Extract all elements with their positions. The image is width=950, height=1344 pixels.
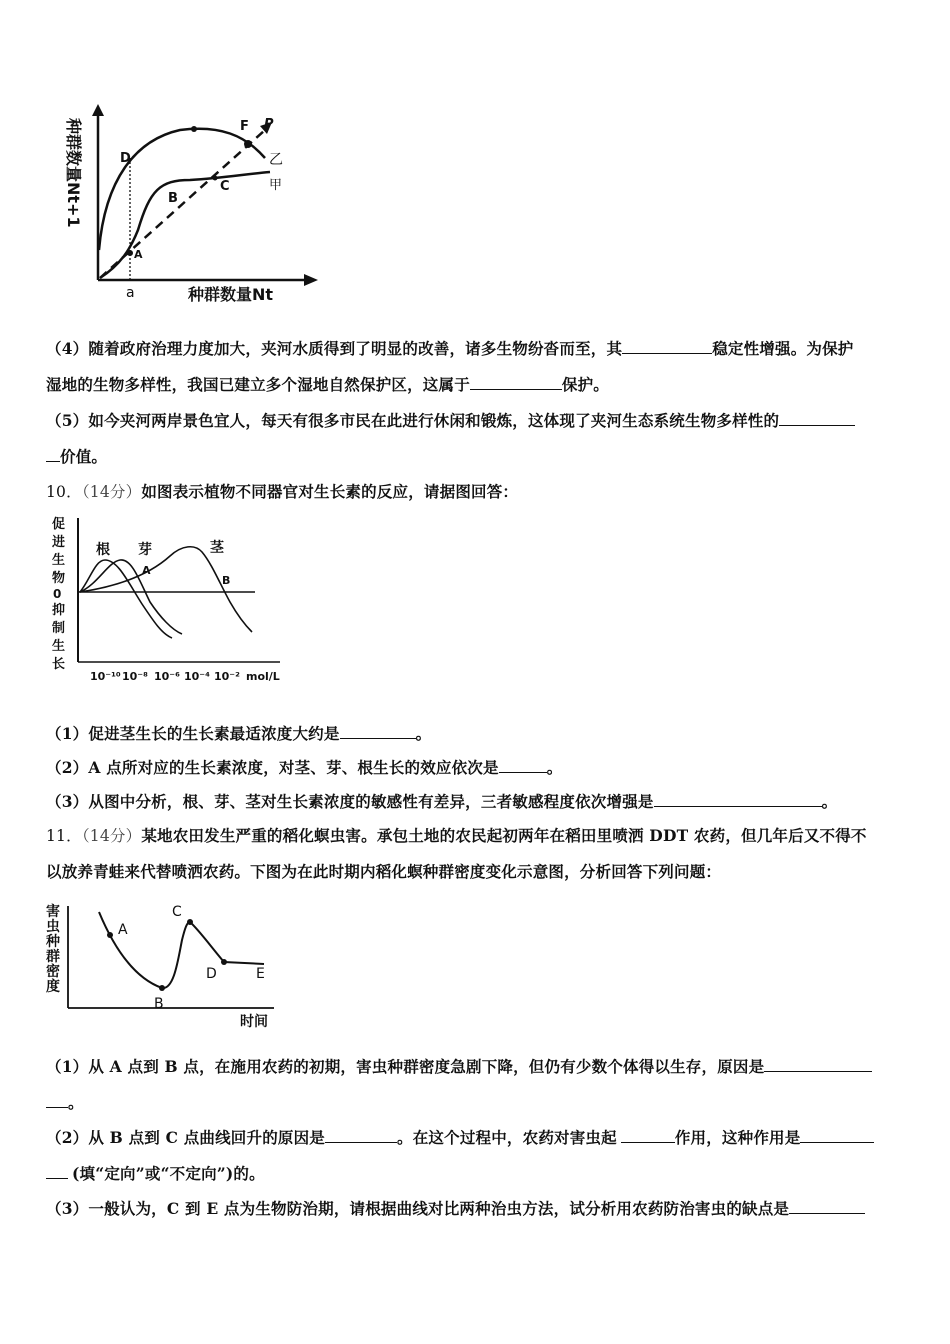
point-top	[191, 126, 197, 132]
svg-text:虫: 虫	[46, 919, 60, 935]
svg-text:密: 密	[46, 964, 60, 980]
blank	[764, 1057, 872, 1072]
q9-line-4b: 湿地的生物多样性，我国已建立多个湿地自然保护区，这属于 保护。	[46, 375, 610, 394]
label-a: A	[118, 922, 128, 938]
svg-text:度: 度	[46, 979, 60, 995]
blank	[622, 339, 712, 354]
svg-text:群: 群	[46, 949, 60, 965]
svg-text:进: 进	[52, 535, 66, 550]
blank	[621, 1128, 675, 1143]
blank	[654, 792, 822, 807]
y-axis-label	[45, 903, 60, 995]
label-c: C	[172, 904, 182, 920]
svg-text:mol/L: mol/L	[246, 670, 280, 683]
blank	[340, 724, 416, 739]
svg-text:物: 物	[52, 571, 66, 586]
q9-line-4a: （4）随着政府治理力度加大，夹河水质得到了明显的改善，诸多生物纷沓而至，其 稳定性增强。为保护	[46, 339, 854, 358]
label-bud: 芽	[138, 542, 152, 558]
label-a-point: A	[134, 248, 143, 261]
svg-text:种: 种	[46, 934, 60, 950]
q11-sub-2b: (填“定向”或“不定向”)的。	[46, 1162, 265, 1184]
label-b: B	[168, 191, 178, 206]
q11-title-1: 11．（14分）某地农田发生严重的稻化螟虫害。承包土地的农民起初两年在稻田里喷洒 DDT 农药，但几年后又不得不	[46, 826, 867, 845]
q10-sub-2: （2）A 点所对应的生长素浓度，对茎、芽、根生长的效应依次是 。	[46, 758, 563, 777]
blank	[800, 1128, 874, 1143]
curve-bud	[80, 560, 182, 634]
svg-text:10⁻⁴: 10⁻⁴	[184, 670, 210, 683]
label-d: D	[206, 966, 217, 982]
label-b: B	[222, 574, 231, 587]
point-d	[221, 959, 227, 965]
blank	[779, 411, 855, 426]
svg-text:10⁻²: 10⁻²	[214, 670, 240, 683]
curve-root	[80, 560, 172, 638]
x-axis-label: 时间	[240, 1014, 268, 1030]
blank	[470, 375, 562, 390]
point-b	[159, 985, 165, 991]
label-c: C	[220, 179, 230, 194]
point-a	[127, 250, 133, 256]
y-axis-arrow	[92, 104, 104, 116]
blank	[46, 1164, 68, 1179]
q10-title: 10．（14分）如图表示植物不同器官对生长素的反应，请据图回答：	[46, 482, 519, 501]
label-e: E	[256, 966, 265, 982]
blank	[46, 447, 60, 462]
label-f: F	[240, 119, 249, 134]
label-b: B	[154, 996, 164, 1012]
label-d: D	[120, 151, 131, 166]
blank	[789, 1199, 865, 1214]
y-axis-label: 种群数量Nt+1	[64, 118, 83, 228]
point-c	[187, 919, 193, 925]
label-a: A	[142, 564, 151, 577]
label-p: P	[264, 117, 274, 132]
figure-auxin-response	[50, 512, 290, 692]
figure-population-curve	[60, 100, 330, 315]
point-f	[244, 140, 252, 148]
svg-text:10⁻⁸: 10⁻⁸	[122, 670, 148, 683]
x-tick-labels	[90, 670, 280, 683]
svg-text:生: 生	[52, 639, 66, 654]
q9-line-5b: 价值。	[46, 445, 107, 467]
svg-text:促: 促	[52, 517, 66, 532]
label-root: 根	[96, 542, 110, 558]
svg-text:生: 生	[52, 553, 66, 568]
blank	[325, 1128, 397, 1143]
q11-sub-3: （3）一般认为，C 到 E 点为生物防治期，请根据曲线对比两种治虫方法，试分析用农药防治害虫的缺点是	[46, 1197, 865, 1219]
blank	[46, 1093, 68, 1108]
label-stem: 茎	[210, 540, 224, 556]
svg-text:0: 0	[53, 587, 62, 601]
curve-jia	[100, 172, 270, 278]
label-jia: 甲	[269, 178, 283, 193]
svg-text:害: 害	[46, 904, 60, 920]
x-axis-arrow	[304, 274, 318, 286]
svg-text:抑: 抑	[52, 603, 66, 618]
blank	[499, 758, 547, 773]
q11-sub-2a: （2）从 B 点到 C 点曲线回升的原因是 。在这个过程中，农药对害虫起 作用，这种作用是	[46, 1126, 874, 1148]
point-c	[213, 176, 218, 181]
q11-sub-1a: （1）从 A 点到 B 点，在施用农药的初期，害虫种群密度急剧下降，但仍有少数个体得以生存，原因是	[46, 1055, 872, 1077]
q11-title-2: 以放养青蛙来代替喷洒农药。下图为在此时期内稻化螟种群密度变化示意图，分析回答下列问题：	[46, 862, 722, 881]
svg-text:制: 制	[52, 621, 66, 636]
x-tick-a: a	[126, 285, 135, 301]
label-yi: 乙	[269, 152, 283, 168]
figure-pest-density	[44, 900, 284, 1030]
q9-line-5a: （5）如今夹河两岸景色宜人，每天有很多市民在此进行休闲和锻炼，这体现了夹河生态系统生物多样性的	[46, 409, 855, 431]
x-axis-label: 种群数量Nt	[188, 285, 274, 304]
svg-text:10⁻⁶: 10⁻⁶	[154, 670, 180, 683]
q10-sub-3: （3）从图中分析，根、芽、茎对生长素浓度的敏感性有差异，三者敏感程度依次增强是 。	[46, 792, 838, 811]
point-a	[107, 932, 113, 938]
y-axis-label	[52, 516, 65, 672]
svg-text:10⁻¹⁰: 10⁻¹⁰	[90, 670, 121, 683]
curve-yi	[99, 129, 265, 250]
svg-text:长: 长	[52, 657, 66, 672]
q11-sub-1b: 。	[46, 1091, 84, 1113]
q10-sub-1: （1）促进茎生长的生长素最适浓度大约是 。	[46, 724, 432, 743]
